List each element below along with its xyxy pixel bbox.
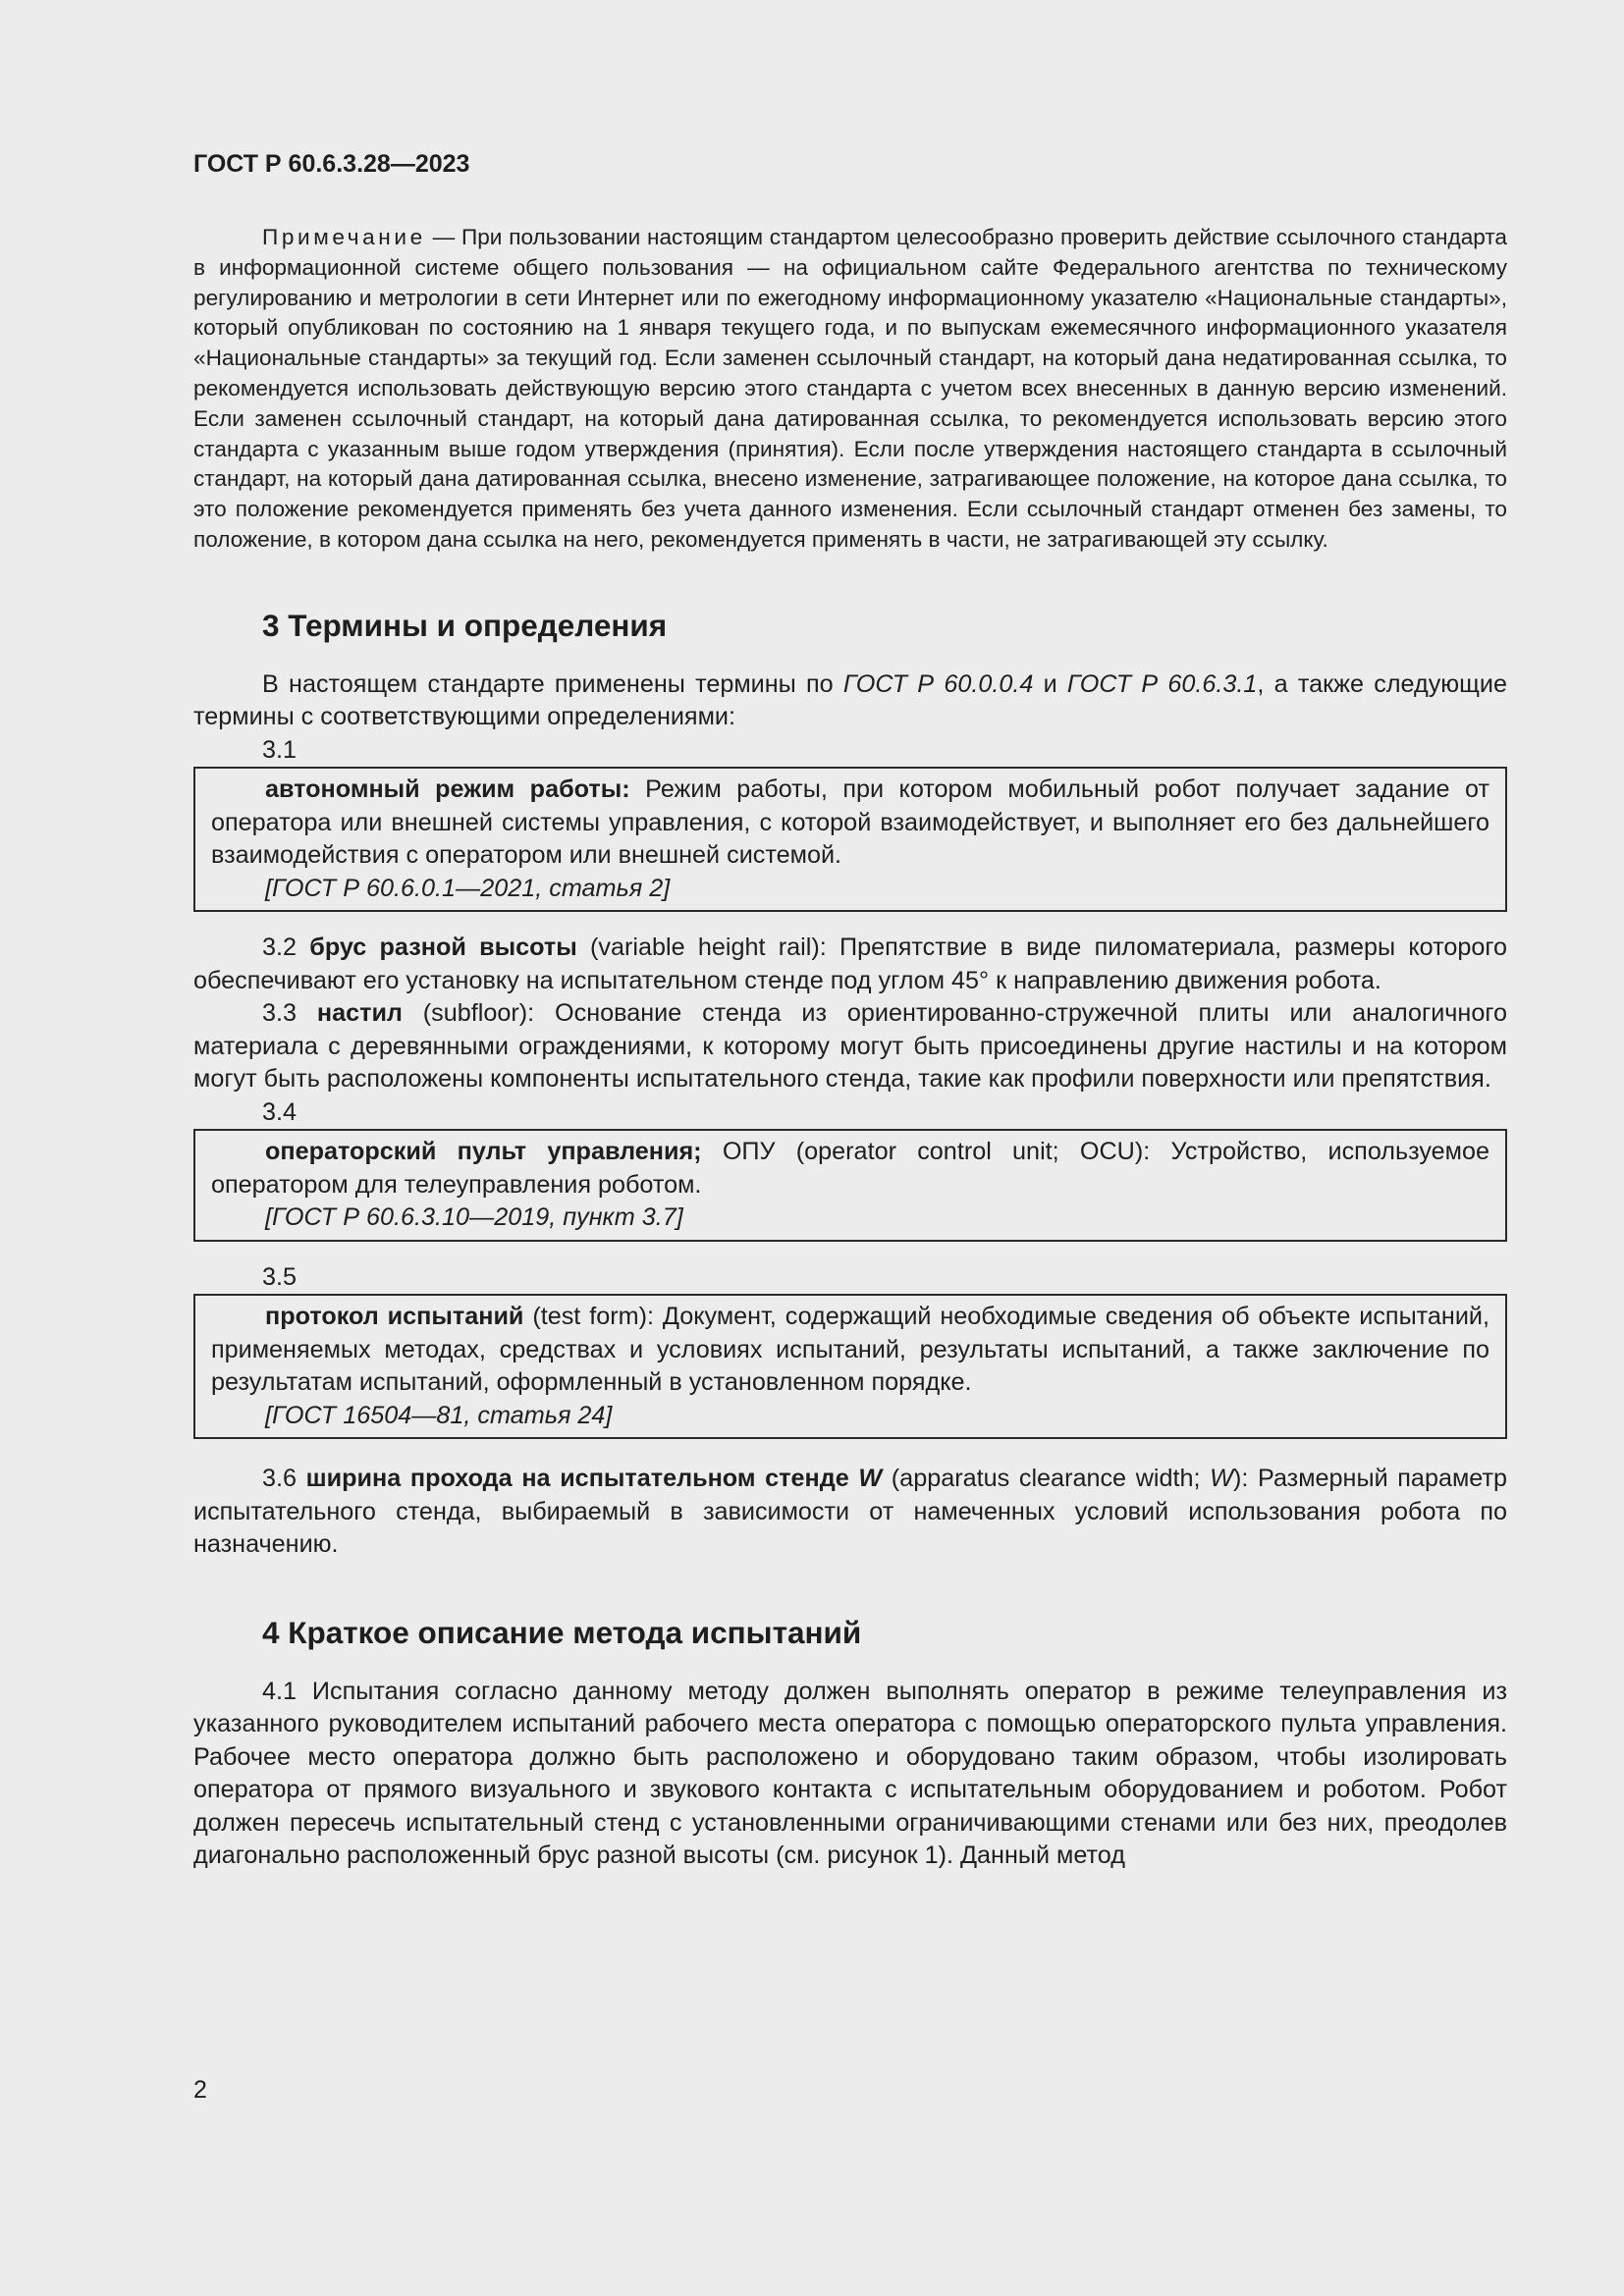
note-label: Примечание	[262, 225, 426, 249]
term-box-3-5	[193, 1294, 1507, 1439]
reference-gost-60-6-3-1: ГОСТ Р 60.6.3.1	[1066, 669, 1258, 698]
term-definition-text: (test form): Документ, содержащий необходимые сведения об объекте испытаний, применяемых методах, средствах и условиях испытаний, результаты испытаний, а также заключение по результатам испытаний, оформленный в установленном порядке.	[211, 1303, 1489, 1397]
term-number-3-4: 3.4	[262, 1097, 298, 1126]
term-source-3-4: [ГОСТ Р 60.6.3.10—2019, пункт 3.7]	[265, 1203, 683, 1232]
term-name: протокол испытаний	[265, 1303, 524, 1331]
intro-text: В настоящем стандарте применены термины по	[262, 669, 843, 698]
term-definition-3-5	[211, 1301, 1489, 1400]
document-page	[193, 147, 1507, 1873]
intro-text: , а также следующие термины с соответствующими определениями:	[193, 669, 1507, 731]
term-definition-text: (subfloor): Основание стенда из ориентированно-стружечной плиты или аналогичного материала с деревянными ограждениями, к которому могут быть присоединены другие настилы и на котором могут быть расположены компоненты испытательного стенда, такие как профили поверхности или препятствия.	[193, 999, 1507, 1094]
section-3-heading: 3 Термины и определения	[262, 607, 668, 643]
term-definition-3-6	[193, 1463, 1507, 1562]
term-definition-text: (variable height rail): Препятствие в виде пиломатериала, размеры которого обеспечивают его установку на испытательном стенде под углом 45° к направлению движения робота.	[193, 934, 1508, 994]
term-definition-3-2	[193, 932, 1507, 997]
definition-symbol: W	[1210, 1465, 1233, 1493]
term-number-3-1: 3.1	[262, 735, 298, 764]
intro-text: и	[1033, 669, 1067, 698]
term-definition-3-1	[211, 774, 1489, 873]
term-name: брус разной высоты	[309, 934, 577, 962]
term-source-3-5: [ГОСТ 16504—81, статья 24]	[265, 1401, 613, 1429]
term-name: автономный режим работы:	[265, 775, 630, 804]
term-definition-text: Режим работы, при котором мобильный робот получает задание от оператора или внешней системы управления, с которой взаимодействует, и выполняет его без дальнейшего взаимодействия с оператором или внешней системой.	[211, 775, 1489, 870]
note-paragraph	[193, 223, 1507, 556]
term-definition-text: (apparatus clearance width;	[882, 1465, 1211, 1493]
reference-gost-60-0-0-4: ГОСТ Р 60.0.0.4	[842, 669, 1034, 698]
paragraph-4-1: 4.1 Испытания согласно данному методу должен выполнять оператор в режиме телеуправления из указанного руководителем испытаний рабочего места оператора с помощью операторского пульта управления. Рабочее место оператора должно быть расположено и оборудовано таким образом, чтобы изолировать оператора от прямого визуального и звукового контакта с испытательным оборудованием и роботом. Робот должен пересечь испытательный стенд с установленными ограничивающими стенами или без них, преодолев диагонально расположенный брус разной высоты (см. рисунок 1). Данный метод	[193, 1677, 1507, 1870]
term-box-3-4	[193, 1129, 1507, 1242]
term-number: 3.2	[262, 934, 310, 962]
document-code: ГОСТ Р 60.6.3.28—2023	[193, 150, 470, 178]
term-name: настил	[316, 999, 403, 1028]
term-definition-3-4	[211, 1136, 1489, 1201]
section-3-intro	[193, 668, 1507, 734]
term-number: 3.3	[262, 999, 317, 1028]
term-source-3-1: [ГОСТ Р 60.6.0.1—2021, статья 2]	[265, 874, 671, 902]
term-box-3-1	[193, 767, 1507, 912]
term-symbol: W	[858, 1465, 883, 1493]
term-definition-3-3	[193, 997, 1507, 1096]
term-name: ширина прохода на испытательном стенде	[305, 1465, 859, 1493]
term-number-3-5: 3.5	[262, 1262, 298, 1291]
term-definition-text: ОПУ (operator control unit; OCU): Устройство, используемое оператором для телеуправления роботом.	[211, 1138, 1490, 1199]
note-text: — При пользовании настоящим стандартом целесообразно проверить действие ссылочного стандарта в информационной системе общего пользования — на официальном сайте Федерального агентства по техническому регулированию и метрологии в сети Интернет или по ежегодному информационному указателю «Национальные стандарты», который опубликован по состоянию на 1 января текущего года, и по выпускам ежемесячного информационного указателя «Национальные стандарты» за текущий год. Если заменен ссылочный стандарт, на который дана недатированная ссылка, то рекомендуется использовать действующую версию этого стандарта с учетом всех внесенных в данную версию изменений. Если заменен ссылочный стандарт, на который дана датированная ссылка, то рекомендуется использовать версию этого стандарта с указанным выше годом утверждения (принятия). Если после утверждения настоящего стандарта в ссылочный стандарт, на который дана датированная ссылка, внесено изменение, затрагивающее положение, на которое дана ссылка, то это положение рекомендуется применять без учета данного изменения. Если ссылочный стандарт отменен без замены, то положение, в котором дана ссылка на него, рекомендуется применять в части, не затрагивающей эту ссылку.	[193, 225, 1507, 552]
term-name: операторский пульт управления;	[265, 1138, 702, 1166]
page-number: 2	[193, 2076, 207, 2104]
section-4-heading: 4 Краткое описание метода испытаний	[262, 1614, 862, 1650]
term-number: 3.6	[262, 1465, 306, 1493]
term-definition-text: ): Размерный параметр испытательного стенда, выбираемый в зависимости от намеченных условий использования робота по назначению.	[193, 1465, 1507, 1559]
